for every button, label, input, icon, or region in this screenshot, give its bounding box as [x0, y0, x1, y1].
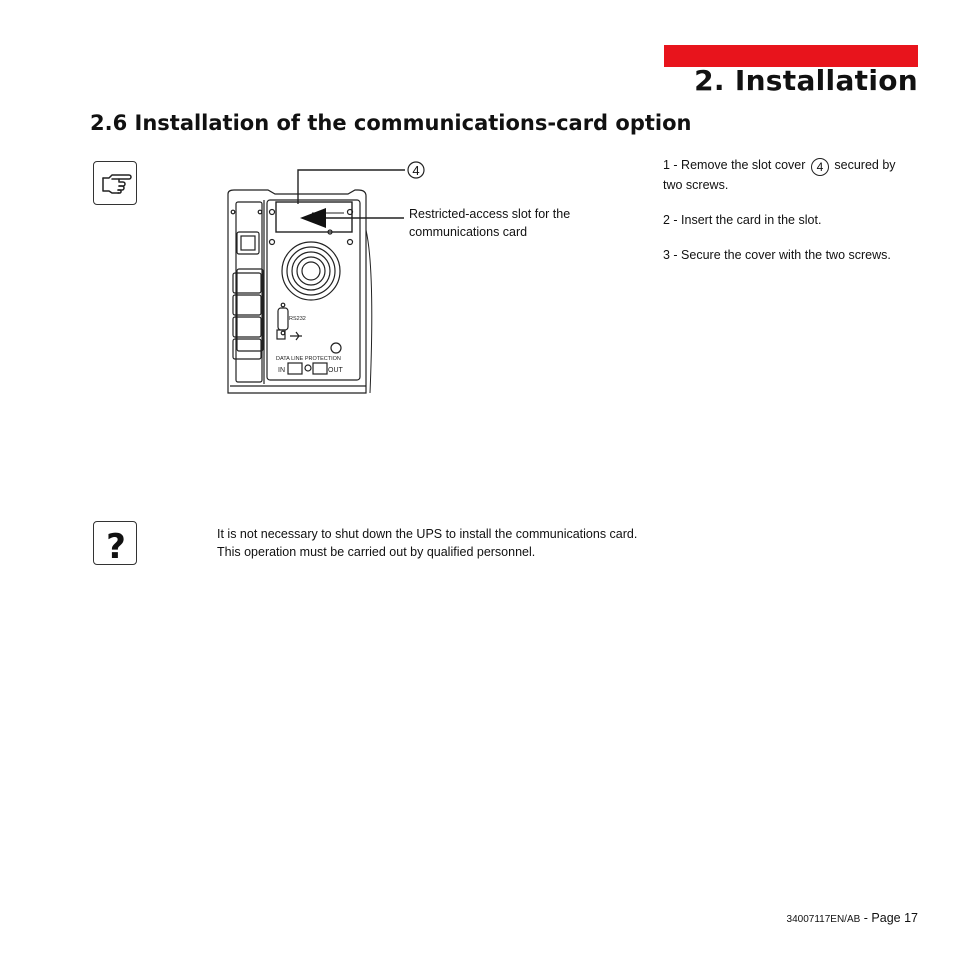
out-label: OUT: [328, 367, 343, 374]
section-title: 2.6 Installation of the communications-card option: [90, 111, 692, 135]
callout-number: 4: [412, 163, 420, 178]
step-3: 3 - Secure the cover with the two screws.: [663, 248, 891, 262]
note-text: [217, 525, 687, 561]
doc-code: 34007117EN/AB: [786, 914, 861, 925]
page-footer: [787, 911, 918, 925]
page-number: - Page 17: [863, 911, 918, 925]
slot-callout-text: Restricted-access slot for the communications card: [409, 207, 571, 239]
procedure-icon-box: [93, 161, 137, 205]
pointing-hand-icon: [94, 162, 138, 206]
svg-text:?: ?: [106, 527, 126, 566]
in-label: IN: [278, 367, 285, 374]
procedure-steps: [663, 156, 913, 281]
chapter-title: 2. Installation: [694, 64, 918, 97]
data-line-label: DATA LINE PROTECTION: [276, 356, 341, 362]
note-icon-box: [93, 521, 137, 565]
step-2: 2 - Insert the card in the slot.: [663, 213, 822, 227]
note-line-1: It is not necessary to shut down the UPS to install the communications card.: [217, 527, 638, 541]
ups-rear-panel-diagram: [220, 150, 430, 400]
question-mark-icon: [94, 522, 138, 566]
note-line-2: This operation must be carried out by qualified personnel.: [217, 545, 536, 559]
step-number-badge: 4: [811, 158, 829, 176]
step-1: 1 - Remove the slot cover 4 secured by two screws.: [663, 158, 896, 192]
rs232-label: RS232: [289, 316, 306, 322]
